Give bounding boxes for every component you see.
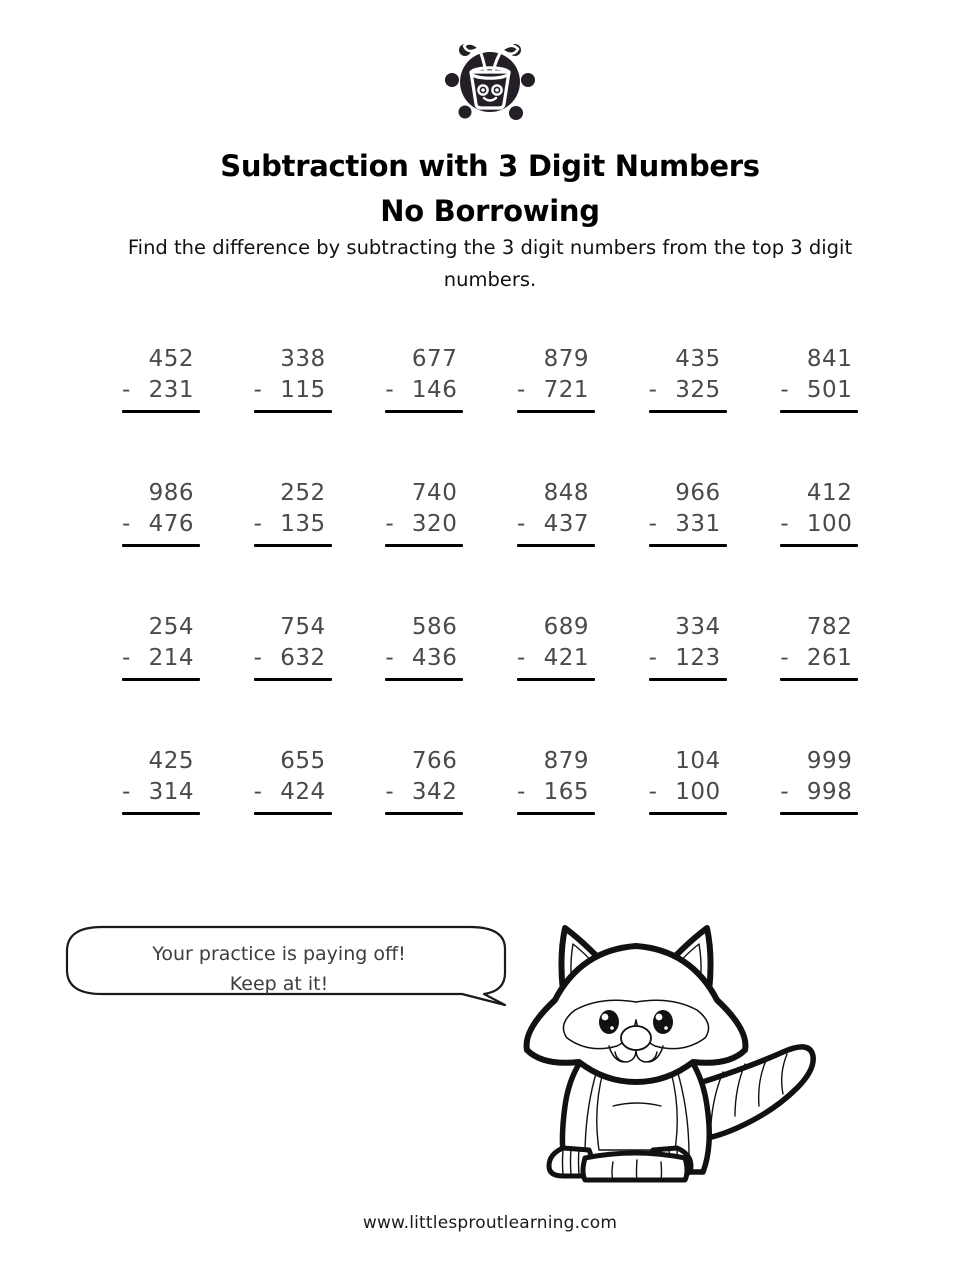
minuend: 586: [411, 614, 458, 640]
problem-grid: [104, 344, 894, 880]
minuend: 986: [148, 480, 194, 506]
minuend: 254: [148, 614, 194, 640]
operator: -: [517, 511, 526, 537]
minuend: 740: [411, 480, 458, 506]
problem-item: [762, 612, 894, 746]
problem-item: [236, 478, 368, 612]
operator: -: [385, 779, 395, 805]
minuend: 412: [806, 480, 853, 506]
subtrahend: 123: [675, 645, 721, 671]
problem-item: [631, 478, 763, 612]
subtrahend: 135: [280, 511, 326, 537]
problem-item: [104, 344, 236, 478]
operator: -: [385, 645, 395, 671]
encouragement-line-1: Your practice is paying off!: [152, 943, 406, 965]
minuend: 848: [543, 480, 589, 506]
subtrahend: 476: [148, 511, 194, 537]
operator: -: [253, 511, 263, 537]
problem-item: [631, 612, 763, 746]
problem-item: [762, 344, 894, 478]
answer-line[interactable]: [649, 410, 727, 413]
title-line-2: No Borrowing: [380, 194, 600, 228]
answer-line[interactable]: [517, 410, 595, 413]
operator: -: [780, 779, 790, 805]
operator: -: [122, 511, 131, 537]
minuend: 879: [543, 346, 589, 372]
problem-item: [499, 478, 631, 612]
minuend: 677: [411, 346, 458, 372]
operator: -: [780, 645, 790, 671]
problem-item: [104, 478, 236, 612]
operator: -: [517, 779, 526, 805]
minuend: 252: [280, 480, 326, 506]
operator: -: [122, 377, 131, 403]
answer-line[interactable]: [780, 544, 858, 547]
subtrahend: 342: [411, 779, 458, 805]
operator: -: [780, 511, 790, 537]
operator: -: [385, 377, 395, 403]
problem-item: [367, 746, 499, 880]
title-line-1: Subtraction with 3 Digit Numbers: [220, 149, 760, 183]
minuend: 435: [675, 346, 721, 372]
footer-website[interactable]: www.littlesproutlearning.com: [362, 1213, 618, 1233]
answer-line[interactable]: [254, 678, 332, 681]
problem-item: [631, 746, 763, 880]
subtrahend: 261: [806, 645, 853, 671]
problem-item: [499, 746, 631, 880]
subtrahend: 436: [411, 645, 458, 671]
problem-item: [236, 746, 368, 880]
problem-item: [499, 612, 631, 746]
operator: -: [648, 779, 658, 805]
minuend: 452: [148, 346, 194, 372]
subtrahend: 421: [543, 645, 589, 671]
answer-line[interactable]: [649, 678, 727, 681]
operator: -: [648, 645, 658, 671]
answer-line[interactable]: [122, 410, 200, 413]
operator: -: [517, 645, 526, 671]
page-title: [0, 144, 980, 234]
minuend: 425: [148, 748, 194, 774]
answer-line[interactable]: [649, 544, 727, 547]
subtrahend: 501: [806, 377, 853, 403]
minuend: 338: [280, 346, 326, 372]
minuend: 879: [543, 748, 589, 774]
answer-line[interactable]: [780, 410, 858, 413]
operator: -: [253, 377, 263, 403]
minuend: 104: [675, 748, 721, 774]
encouragement-text: [64, 939, 494, 999]
answer-line[interactable]: [385, 410, 463, 413]
problem-item: [367, 612, 499, 746]
minuend: 655: [280, 748, 326, 774]
problem-item: [104, 746, 236, 880]
answer-line[interactable]: [122, 678, 200, 681]
encouragement-bubble: [64, 925, 509, 1003]
subtrahend: 998: [806, 779, 853, 805]
logo-container: [0, 28, 980, 132]
operator: -: [385, 511, 395, 537]
answer-line[interactable]: [254, 544, 332, 547]
subtrahend: 100: [675, 779, 721, 805]
instructions-text: Find the difference by subtracting the 3 digit numbers from the top 3 digit numbers.: [127, 236, 853, 291]
subtrahend: 214: [148, 645, 194, 671]
sitting-fox-illustration: [505, 910, 825, 1195]
operator: -: [648, 511, 658, 537]
subtrahend: 146: [411, 377, 458, 403]
answer-line[interactable]: [254, 812, 332, 815]
answer-line[interactable]: [385, 812, 463, 815]
problem-item: [762, 478, 894, 612]
minuend: 966: [675, 480, 721, 506]
subtrahend: 231: [148, 377, 194, 403]
subtrahend: 437: [543, 511, 589, 537]
subtrahend: 165: [543, 779, 589, 805]
encouragement-line-2: Keep at it!: [229, 973, 329, 995]
answer-line[interactable]: [517, 812, 595, 815]
answer-line[interactable]: [649, 812, 727, 815]
problem-item: [631, 344, 763, 478]
answer-line[interactable]: [780, 678, 858, 681]
answer-line[interactable]: [122, 812, 200, 815]
operator: -: [253, 645, 263, 671]
operator: -: [780, 377, 790, 403]
subtrahend: 325: [675, 377, 721, 403]
problem-item: [499, 344, 631, 478]
problem-item: [236, 344, 368, 478]
minuend: 782: [806, 614, 853, 640]
subtrahend: 632: [280, 645, 326, 671]
answer-line[interactable]: [122, 544, 200, 547]
answer-line[interactable]: [517, 544, 595, 547]
problem-item: [104, 612, 236, 746]
subtrahend: 100: [806, 511, 853, 537]
subtrahend: 424: [280, 779, 326, 805]
problem-item: [367, 344, 499, 478]
operator: -: [253, 779, 263, 805]
operator: -: [122, 779, 131, 805]
answer-line[interactable]: [254, 410, 332, 413]
operator: -: [517, 377, 526, 403]
subtrahend: 314: [148, 779, 194, 805]
problem-item: [367, 478, 499, 612]
minuend: 689: [543, 614, 589, 640]
subtrahend: 331: [675, 511, 721, 537]
minuend: 766: [411, 748, 458, 774]
answer-line[interactable]: [780, 812, 858, 815]
subtrahend: 115: [280, 377, 326, 403]
subtrahend: 721: [543, 377, 589, 403]
little-sprout-logo-icon: [430, 28, 550, 132]
operator: -: [122, 645, 131, 671]
minuend: 841: [806, 346, 853, 372]
problem-item: [762, 746, 894, 880]
subtrahend: 320: [411, 511, 458, 537]
minuend: 334: [675, 614, 721, 640]
minuend: 754: [280, 614, 326, 640]
answer-line[interactable]: [517, 678, 595, 681]
problem-item: [236, 612, 368, 746]
answer-line[interactable]: [385, 678, 463, 681]
minuend: 999: [806, 748, 853, 774]
answer-line[interactable]: [385, 544, 463, 547]
operator: -: [648, 377, 658, 403]
